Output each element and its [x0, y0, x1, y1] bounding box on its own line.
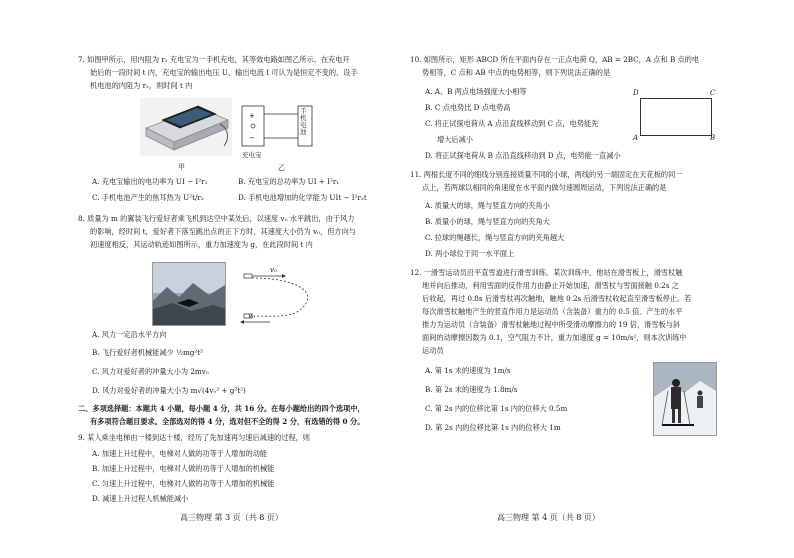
q9-option-d: D. 减速上升过程人机械能减小 [92, 494, 189, 503]
corner-a: A [633, 134, 639, 142]
corner-d: D [633, 89, 639, 97]
q7-line-2: 始后的一段时间 t 内，充电宝的输出电压 U、输出电流 I 可认为是恒定不变的，设手 [90, 68, 358, 77]
svg-text:−: − [249, 134, 255, 142]
q10-option-d: D. 将正试探电荷从 B 点沿直线移动到 D 点，电势能一直减小 [425, 151, 621, 160]
wingsuit-photo [152, 262, 226, 326]
page-3-footer: 高三物理 第 3 页（共 8 页） [180, 513, 283, 522]
power-bank-photo [140, 98, 232, 156]
corner-b: B [710, 134, 716, 142]
q12-line-4: 每次滑雪杖触地产生的竖直作用力是运动员（含装备）重力的 0.5 倍、产生的水平 [422, 307, 683, 316]
q12-line-7: 运动员 [422, 346, 444, 355]
q11-option-b: B. 质量小的球，绳与竖直方向的夹角大 [425, 217, 550, 226]
q12-option-d: D. 第 2s 内的位移比第 1s 内的位移大 1m [425, 423, 561, 432]
q12-line-5: 推力为运动员（含装备）滑雪杖触地过程中所受滑动摩擦力的 19 倍，滑雪板与斜 [422, 320, 681, 329]
q11-option-c: C. 拉球的绳越长，绳与竖直方向的夹角越大 [425, 233, 565, 242]
q8-option-b: B. 飞行爱好者机械能减少 ½mg²t² [92, 348, 204, 357]
phone-battery-label: 手机电池 [300, 107, 307, 136]
q10-option-a: A. A、B 两点电场强度大小相等 [425, 87, 527, 96]
q12-line-2: 地并向后推动，利用雪面的反作用力由静止开始加速，滑雪杖与雪面接触 0.2s 之 [422, 281, 679, 290]
q12-line-1: 12. 一滑雪运动员沿平直雪道进行滑雪训练。某次训练中，他站在滑雪板上，滑雪杖触 [410, 268, 683, 277]
q9-option-c: C. 匀速上升过程中，电梯对人做的功等于人增加的机械能 [92, 479, 275, 488]
q11-option-d: D. 两小球位于同一水平面上 [425, 249, 515, 258]
q8-option-a: A. 风力一定沿水平方向 [92, 330, 167, 339]
q8-line-3: 初速度相反，其运动轨迹如图所示，重力加速度为 g，在此段时间 t 内 [90, 240, 313, 249]
corner-c: C [710, 89, 716, 97]
q9-option-b: B. 加速上升过程中，电梯对人做的功等于人增加的机械能 [92, 464, 275, 473]
rectangle-abcd [640, 98, 712, 136]
q7-line-1: 7. 如图甲所示，用内阻为 r₁ 充电宝为一手机充电，其等效电路如图乙所示。在充电开 [78, 55, 350, 64]
section-2-heading-1: 二、多项选择题：本题共 4 小题，每小题 4 分，共 16 分。在每小题给出的四个选项中， [78, 404, 365, 413]
q10-option-c-cont: 增大后减小 [437, 135, 473, 144]
q8-option-d: D. 风力对爱好者的冲量大小为 m√(4v₀² + g²t²) [92, 386, 246, 395]
skier-illustration [654, 363, 716, 435]
skier-photo [653, 362, 717, 436]
charger-label: 充电宝 [242, 151, 262, 159]
v0-label-bottom: v₀ [248, 312, 255, 320]
q8-option-c: C. 风力对爱好者的冲量大小为 2mv₀ [92, 367, 209, 376]
q7-option-d: D. 手机电池增加的化学能为 UIt − I²r₂t [238, 193, 367, 202]
svg-text:+: + [249, 112, 255, 120]
fig-caption-jia: 甲 [178, 163, 185, 171]
q10-option-c: C. 将正试探电荷从 A 点沿直线移动到 C 点，电势能先 [425, 119, 599, 128]
power-bank-illustration [140, 98, 232, 156]
wingsuit-illustration [153, 263, 225, 325]
q12-line-6: 面间的动摩擦因数为 0.1，空气阻力不计，重力加速度 g = 10m/s²，则本次训练中 [422, 333, 687, 342]
q11-line-1: 11. 两根长度不同的细线分别连接质量不同的小球，两线的另一端固定在天花板的同一 [410, 170, 683, 179]
q9-option-a: A. 加速上升过程中，电梯对人做的功等于人增加的动能 [92, 449, 268, 458]
q12-line-3: 后收起，再过 0.8s 后滑雪杖再次触地，触地 0.2s 后滑雪杖收起直至滑雪板停止。若 [422, 294, 692, 303]
q7-option-b: B. 充电宝的总功率为 UI + I²r₁ [238, 177, 340, 186]
page-4-footer: 高三物理 第 4 页（共 8 页） [497, 513, 600, 522]
q10-line-2: 势相等，C 点和 AB 中点的电势相等，则下列说法正确的是 [422, 68, 611, 77]
q12-option-b: B. 第 2s 末的速度为 1.8m/s [425, 385, 518, 394]
q10-line-1: 10. 如图所示，矩形 ABCD 所在平面内存在一正点电荷 Q，AB = 2BC，A 点和 B 点的电 [410, 55, 700, 64]
fig-caption-yi: 乙 [278, 164, 285, 172]
q7-option-c: C. 手机电池产生的焦耳热为 U²t/r₂ [92, 193, 204, 202]
q8-line-2: 的影响，经时间 t，爱好者下落至跳出点的正下方时，其速度大小仍为 v₀，但方向与 [90, 227, 356, 236]
q7-option-a: A. 充电宝输出的电功率为 UI − I²r₁ [92, 177, 208, 186]
section-2-heading-2: 有多项符合题目要求。全部选对的得 4 分，选对但不全的得 2 分，有选错的得 0 分。 [90, 417, 365, 426]
right-page [397, 0, 794, 558]
q11-line-2: 点上，若两球以相同的角速度在水平面内做匀速圆周运动，下列说法正确的是 [422, 183, 667, 192]
q8-line-1: 8. 质量为 m 的翼装飞行爱好者乘飞机到达空中某处后，以速度 v₀ 水平跳出，由于风力 [78, 214, 355, 223]
q11-option-a: A. 质量大的球，绳与竖直方向的夹角小 [425, 201, 550, 210]
q9-line: 9. 某人乘坐电梯由一楼到达十楼，经历了先加速再匀速后减速的过程，则 [78, 433, 310, 442]
q12-option-a: A. 第 1s 末的速度为 1m/s [425, 366, 511, 375]
v0-label-top: v₀ [270, 266, 277, 274]
q12-option-c: C. 第 2s 内的位移比第 1s 内的位移大 0.5m [425, 404, 568, 413]
q7-line-3: 机电池的内阻为 r₂，则时间 t 内 [90, 81, 193, 90]
q10-option-b: B. C 点电势比 D 点电势高 [425, 103, 511, 112]
